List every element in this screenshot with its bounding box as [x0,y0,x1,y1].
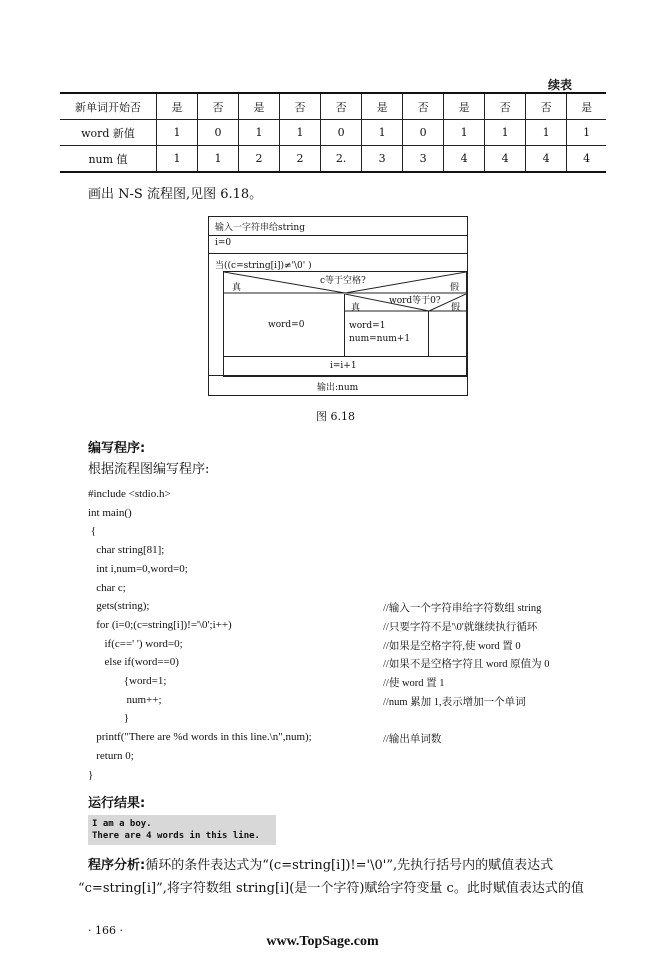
table-row-header: 新单词开始否 [60,93,157,120]
subheading-program: 根据流程图编写程序: [88,462,210,477]
table-cell: 4 [444,146,485,173]
ns-inc-text: i=i+1 [330,361,357,371]
table-cell: 是 [567,93,606,120]
ns-cond2-text: word等于0? [389,296,441,306]
table-cell: 是 [362,93,403,120]
figure-caption: 图 6.18 [316,410,355,423]
table-cell: 1 [239,120,280,146]
table-cell: 3 [362,146,403,173]
code-line: {word=1; [88,675,167,687]
continued-table-label: 续表 [548,78,573,92]
table-cell: 4 [485,146,526,173]
code-line: else if(word==0) [88,656,179,669]
code-line: int i,num=0,word=0; [88,562,188,575]
table-cell: 4 [526,146,567,173]
table-cell: 4 [567,146,606,173]
page-number: · 166 · [88,924,123,937]
ns-inc-row [224,356,466,377]
ns-input-text: 输入一字符串给string [215,223,305,233]
table-cell: 是 [444,93,485,120]
analysis-line-2 [78,877,598,896]
ns-false2-label: 假 [451,303,461,313]
table-cell: 1 [198,146,239,173]
code-line: return 0; [88,749,134,762]
ns-word1-cell [345,311,429,356]
code-line: int main() [88,506,132,519]
code-line: { [88,525,97,538]
code-line: for (i=0;(c=string[i])!='\0';i++) [88,618,232,631]
heading-program: 编写程序: [88,441,146,456]
ns-true1-label: 真 [232,283,242,293]
code-line: } [88,768,94,781]
analysis-label: 程序分析: [88,858,146,873]
code-line: char string[81]; [88,544,165,557]
code-line: #include <stdio.h> [88,488,171,500]
ns-numinc-text: num=num+1 [349,334,411,344]
table-cell: 1 [485,120,526,146]
code-line: num++; [88,693,162,706]
table-row-header: num 值 [60,146,157,173]
table-cell: 0 [198,120,239,146]
ns-cond1-text: c等于空格? [320,276,366,286]
table-row [60,146,606,173]
table-cell: 1 [362,120,403,146]
table-cell: 1 [567,120,606,146]
table-cell: 2. [321,146,362,173]
table-cell: 是 [239,93,280,120]
table-row [60,120,606,146]
heading-result: 运行结果: [88,796,146,811]
ns-init-row [209,235,467,254]
code-line: char c; [88,581,126,594]
analysis-line-1 [88,854,608,873]
ns-init-text: i=0 [215,238,232,248]
footer-url: www.TopSage.com [266,934,379,949]
table-cell: 0 [321,120,362,146]
ns-output-row [209,375,467,395]
table-cell: 1 [280,120,321,146]
ns-false1-label: 假 [450,283,460,293]
ns-true2-label: 真 [351,303,361,313]
intro-text: 画出 N-S 流程图,见图 6.18。 [88,187,263,202]
word-count-table [60,92,606,173]
ns-word0-text: word=0 [268,320,305,330]
analysis-text-2: “c=string[i]”,将字符数组 string[i](是一个字符)赋给字符变量 c。此时赋值表达式的值 [78,881,584,896]
code-comment: //使 word 置 1 [383,678,445,689]
code-comment: //如果不是空格字符且 word 原值为 0 [383,659,550,671]
ns-false-branch [345,294,466,356]
table-cell: 是 [157,93,198,120]
run-output-line: There are 4 words in this line. [92,831,260,841]
table-cell: 2 [280,146,321,173]
table-cell: 1 [157,146,198,173]
table-row-header: word 新值 [60,120,157,146]
code-line: gets(string); [88,600,150,613]
ns-input-row [209,217,467,236]
ns-output-text: 输出:num [317,383,359,393]
ns-true-branch [224,294,345,356]
table-cell: 0 [403,120,444,146]
ns-loop-body [223,271,467,377]
code-comment: //输入一个字符串给字符数组 string [383,603,542,615]
table-cell: 否 [198,93,239,120]
table-cell: 否 [403,93,444,120]
analysis-text-1: 循环的条件表达式为“(c=string[i])!='\0'”,先执行括号内的赋值表达式 [145,858,554,873]
code-comment: //如果是空格字符,使 word 置 0 [383,640,521,652]
ns-flowchart [208,216,468,396]
table-cell: 否 [485,93,526,120]
ns-word1-text: word=1 [349,321,386,331]
code-line: } [88,712,130,725]
table-cell: 3 [403,146,444,173]
table-cell: 否 [526,93,567,120]
ns-loop-text: 当((c=string[i])≠'\0' ) [215,261,312,271]
table-cell: 1 [444,120,485,146]
table-cell: 否 [280,93,321,120]
table-cell: 1 [157,120,198,146]
run-output-line: I am a boy. [92,819,152,829]
table-cell: 2 [239,146,280,173]
table-cell: 1 [526,120,567,146]
code-line: printf("There are %d words in this line.\n",num); [88,731,312,744]
run-output-box [88,815,276,845]
table-row [60,93,606,120]
code-comment: //只要字符不是'\0'就继续执行循环 [383,621,538,633]
code-comment: //num 累加 1,表示增加一个单词 [383,696,526,708]
code-line: if(c==' ') word=0; [88,637,183,650]
code-comment: //输出单词数 [383,734,442,746]
table-cell: 否 [321,93,362,120]
